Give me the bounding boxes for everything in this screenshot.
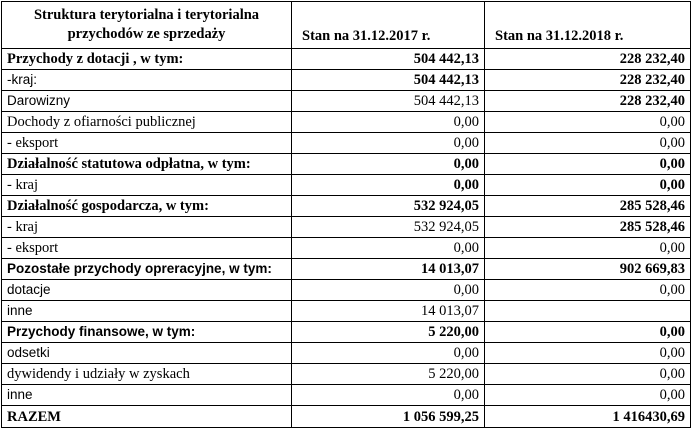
value-2018: 0,00	[485, 364, 691, 385]
value-2018: 0,00	[485, 322, 691, 343]
value-2017: 0,00	[292, 238, 485, 259]
row-label: inne	[2, 385, 292, 406]
table-row	[2, 217, 691, 238]
table-row	[2, 343, 691, 364]
value-2017: 0,00	[292, 280, 485, 301]
row-label: Przychody finansowe, w tym:	[2, 322, 292, 343]
header-2018: Stan na 31.12.2018 r.	[485, 2, 691, 49]
row-label: Działalność statutowa odpłatna, w tym:	[2, 154, 292, 175]
row-label: inne	[2, 301, 292, 322]
total-2017: 1 056 599,25	[292, 406, 485, 428]
total-2018: 1 416430,69	[485, 406, 691, 428]
row-label: dywidendy i udziały w zyskach	[2, 364, 292, 385]
row-label: dotacje	[2, 280, 292, 301]
table-row	[2, 301, 691, 322]
value-2018: 0,00	[485, 343, 691, 364]
table-row	[2, 322, 691, 343]
value-2018: 285 528,46	[485, 217, 691, 238]
table-row	[2, 259, 691, 280]
value-2017: 0,00	[292, 343, 485, 364]
row-label: Dochody z ofiarności publicznej	[2, 112, 292, 133]
row-label: - kraj	[2, 175, 292, 196]
value-2017: 532 924,05	[292, 196, 485, 217]
header-2017: Stan na 31.12.2017 r.	[292, 2, 485, 49]
table-row	[2, 196, 691, 217]
row-label: Przychody z dotacji , w tym:	[2, 49, 292, 70]
table-row	[2, 238, 691, 259]
value-2018: 228 232,40	[485, 91, 691, 112]
value-2017: 0,00	[292, 112, 485, 133]
row-label: Działalność gospodarcza, w tym:	[2, 196, 292, 217]
value-2018: 285 528,46	[485, 196, 691, 217]
table-row	[2, 112, 691, 133]
value-2018: 0,00	[485, 133, 691, 154]
value-2018: 228 232,40	[485, 49, 691, 70]
row-label: Pozostałe przychody opreracyjne, w tym:	[2, 259, 292, 280]
total-row	[2, 406, 691, 428]
value-2017: 14 013,07	[292, 259, 485, 280]
value-2017: 504 442,13	[292, 70, 485, 91]
table-row	[2, 154, 691, 175]
row-label: - eksport	[2, 238, 292, 259]
value-2018	[485, 301, 691, 322]
value-2018: 0,00	[485, 385, 691, 406]
value-2017: 532 924,05	[292, 217, 485, 238]
row-label: - kraj	[2, 217, 292, 238]
table-row	[2, 280, 691, 301]
row-label: Darowizny	[2, 91, 292, 112]
value-2018: 0,00	[485, 154, 691, 175]
table-row	[2, 49, 691, 70]
table-row	[2, 91, 691, 112]
row-label: odsetki	[2, 343, 292, 364]
row-label: -kraj:	[2, 70, 292, 91]
value-2017: 14 013,07	[292, 301, 485, 322]
value-2017: 0,00	[292, 385, 485, 406]
value-2017: 0,00	[292, 133, 485, 154]
value-2018: 0,00	[485, 280, 691, 301]
value-2018: 902 669,83	[485, 259, 691, 280]
table-row	[2, 70, 691, 91]
value-2018: 228 232,40	[485, 70, 691, 91]
header-structure: Struktura terytorialna i terytorialna przychodów ze sprzedaży	[2, 2, 292, 49]
row-label: - eksport	[2, 133, 292, 154]
value-2017: 5 220,00	[292, 322, 485, 343]
value-2018: 0,00	[485, 112, 691, 133]
table-row	[2, 175, 691, 196]
value-2018: 0,00	[485, 175, 691, 196]
value-2017: 0,00	[292, 175, 485, 196]
value-2017: 0,00	[292, 154, 485, 175]
table-row	[2, 364, 691, 385]
value-2017: 5 220,00	[292, 364, 485, 385]
revenue-structure-table	[1, 1, 691, 428]
table-row	[2, 133, 691, 154]
value-2018: 0,00	[485, 238, 691, 259]
total-label: RAZEM	[2, 406, 292, 428]
value-2017: 504 442,13	[292, 49, 485, 70]
table-header-row	[2, 2, 691, 49]
table-row	[2, 385, 691, 406]
value-2017: 504 442,13	[292, 91, 485, 112]
